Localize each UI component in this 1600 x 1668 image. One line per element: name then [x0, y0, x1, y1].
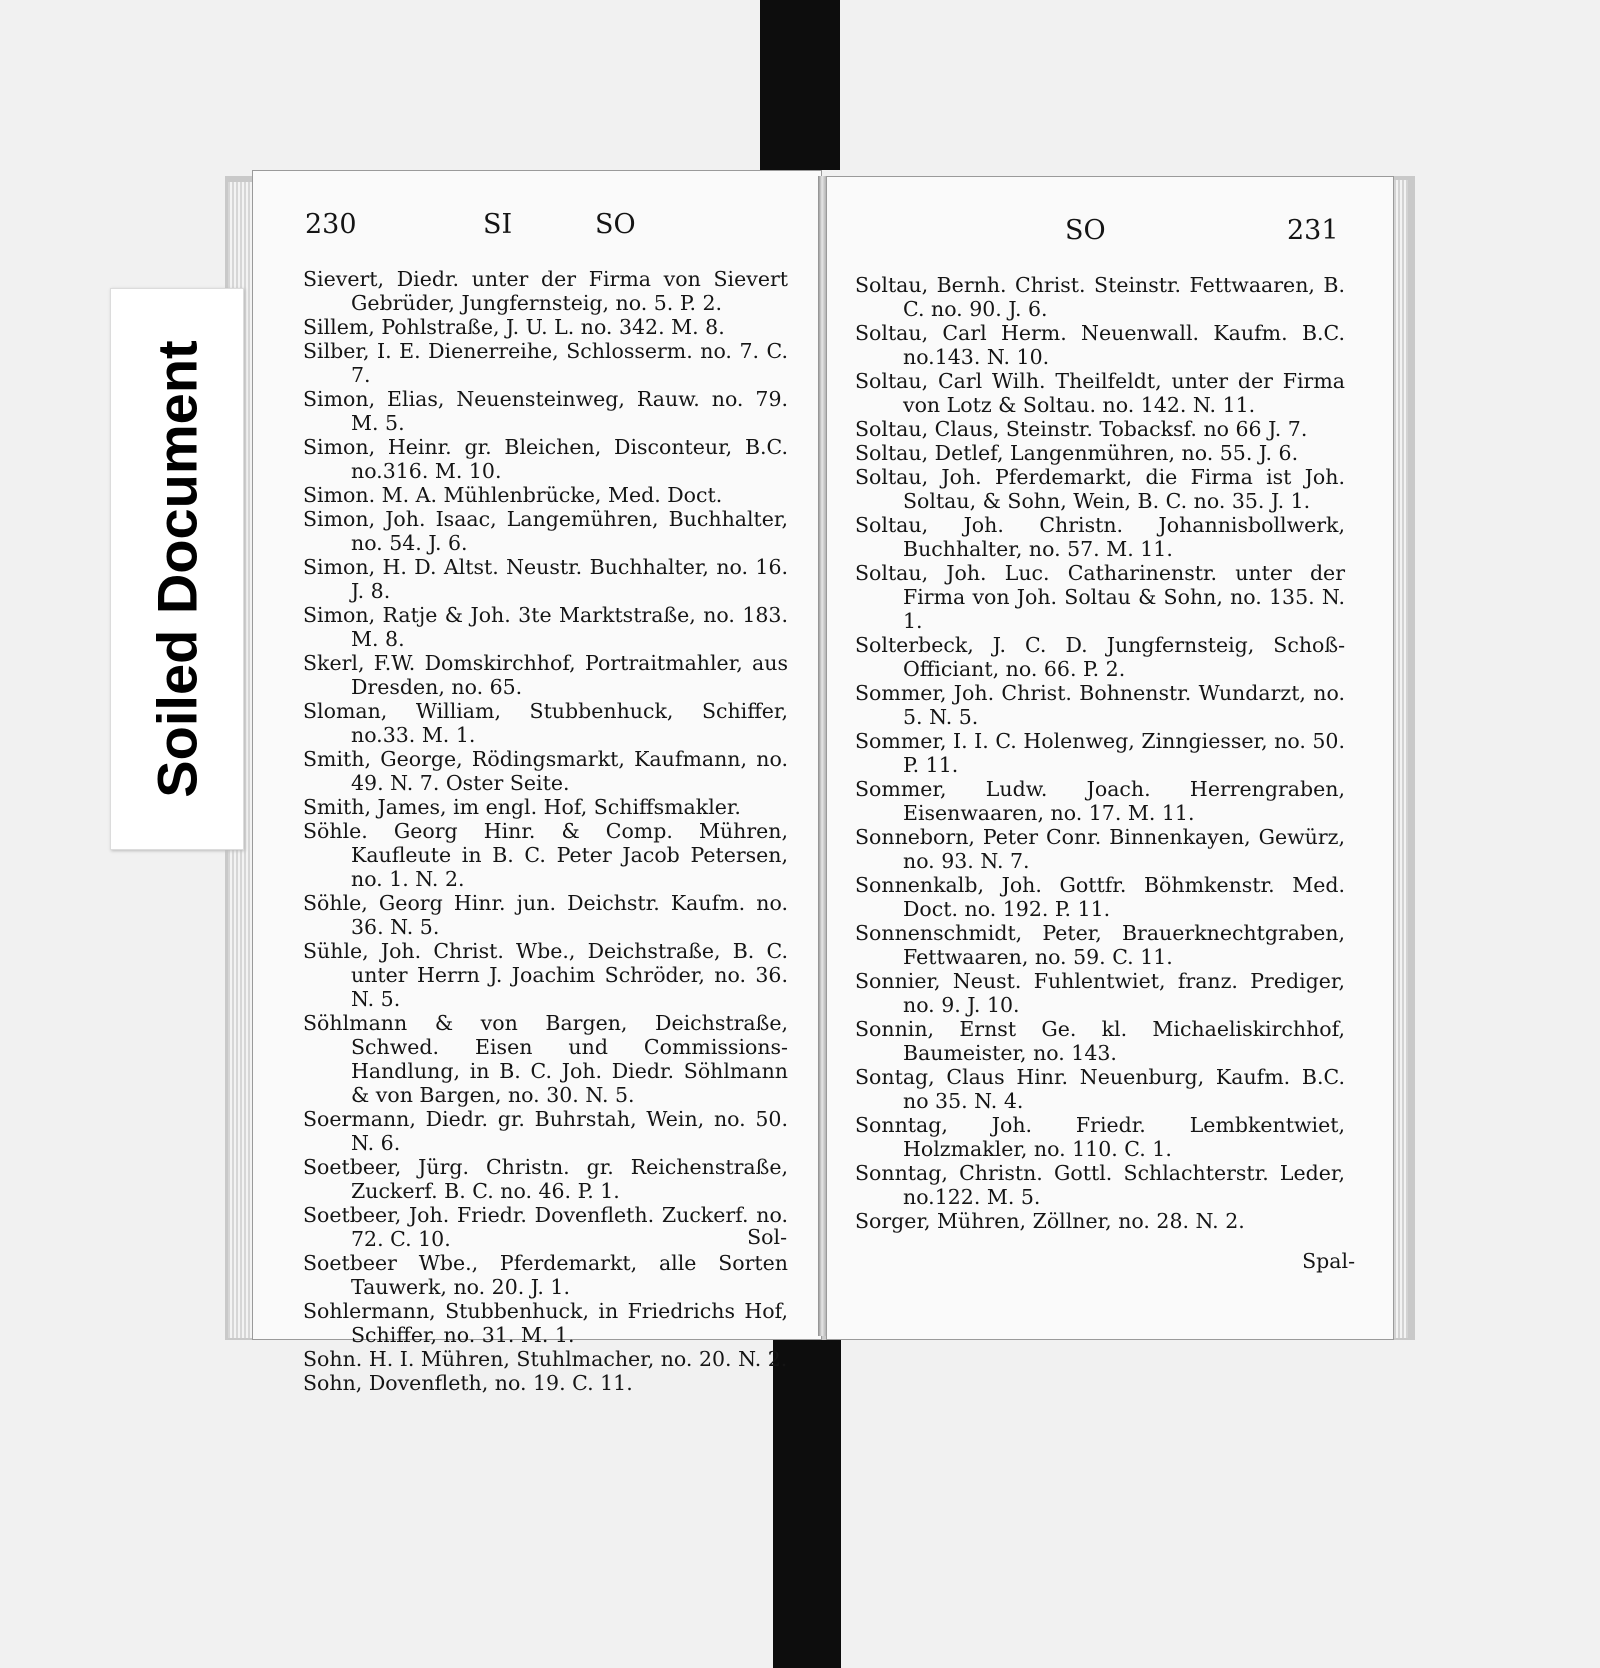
- directory-entry: Sohn, Dovenfleth, no. 19. C. 11.: [303, 1371, 633, 1395]
- directory-entry: Sievert, Diedr. unter der Firma von Sievert Gebrüder, Jungfernsteig, no. 5. P. 2.: [303, 267, 788, 315]
- directory-entry: Soetbeer, Jürg. Christn. gr. Reichenstraße, Zuckerf. B. C. no. 46. P. 1.: [303, 1155, 788, 1203]
- directory-entry: Smith, James, im engl. Hof, Schiffsmakler.: [303, 795, 741, 819]
- directory-entry: Sonntag, Christn. Gottl. Schlachterstr. Leder, no.122. M. 5.: [855, 1161, 1345, 1209]
- directory-entry: Söhle. Georg Hinr. & Comp. Mühren, Kaufleute in B. C. Peter Jacob Petersen, no. 1. N. 2.: [303, 819, 788, 891]
- directory-entry: Sonneborn, Peter Conr. Binnenkayen, Gewürz, no. 93. N. 7.: [855, 825, 1345, 873]
- directory-entry: Simon, Joh. Isaac, Langemühren, Buchhalter, no. 54. J. 6.: [303, 507, 788, 555]
- directory-entry: Söhle, Georg Hinr. jun. Deichstr. Kaufm. no. 36. N. 5.: [303, 891, 788, 939]
- directory-entry: Smith, George, Rödingsmarkt, Kaufmann, no. 49. N. 7. Oster Seite.: [303, 747, 788, 795]
- directory-entry: Solterbeck, J. C. D. Jungfernsteig, Schoß-Officiant, no. 66. P. 2.: [855, 633, 1345, 681]
- directory-entry: Simon, Heinr. gr. Bleichen, Disconteur, B.C. no.316. M. 10.: [303, 435, 788, 483]
- directory-entry: Sommer, I. I. C. Holenweg, Zinngiesser, no. 50. P. 11.: [855, 729, 1345, 777]
- directory-entry: Sloman, William, Stubbenhuck, Schiffer, no.33. M. 1.: [303, 699, 788, 747]
- directory-entry: Sonntag, Joh. Friedr. Lembkentwiet, Holzmakler, no. 110. C. 1.: [855, 1113, 1345, 1161]
- directory-entry: Soetbeer, Joh. Friedr. Dovenfleth. Zuckerf. no. 72. C. 10.: [303, 1203, 788, 1251]
- label-text: Soiled Document: [145, 340, 209, 798]
- directory-entry: Sohn. H. I. Mühren, Stuhlmacher, no. 20. N. 2.: [303, 1347, 788, 1371]
- page-number-left: 230: [305, 209, 357, 240]
- entries-right: [855, 273, 1345, 1233]
- directory-entry: Sillem, Pohlstraße, J. U. L. no. 342. M. 8.: [303, 315, 725, 339]
- directory-entry: Soermann, Diedr. gr. Buhrstah, Wein, no. 50. N. 6.: [303, 1107, 788, 1155]
- directory-entry: Sorger, Mühren, Zöllner, no. 28. N. 2.: [855, 1209, 1245, 1233]
- directory-entry: Soltau, Detlef, Langenmühren, no. 55. J. 6.: [855, 441, 1299, 465]
- directory-entry: Soltau, Joh. Christn. Johannisbollwerk, Buchhalter, no. 57. M. 11.: [855, 513, 1345, 561]
- directory-entry: Sommer, Ludw. Joach. Herrengraben, Eisenwaaren, no. 17. M. 11.: [855, 777, 1345, 825]
- directory-entry: Soetbeer Wbe., Pferdemarkt, alle Sorten Tauwerk, no. 20. J. 1.: [303, 1251, 788, 1299]
- directory-entry: Soltau, Bernh. Christ. Steinstr. Fettwaaren, B. C. no. 90. J. 6.: [855, 273, 1345, 321]
- directory-entry: Sühle, Joh. Christ. Wbe., Deichstraße, B. C. unter Herrn J. Joachim Schröder, no. 36. N. 5.: [303, 939, 788, 1011]
- running-head-so-right: SO: [1065, 215, 1106, 246]
- running-head-si: SI: [483, 209, 513, 240]
- directory-entry: Sonnenkalb, Joh. Gottfr. Böhmkenstr. Med. Doct. no. 192. P. 11.: [855, 873, 1345, 921]
- directory-entry: Soltau, Carl Wilh. Theilfeldt, unter der Firma von Lotz & Soltau. no. 142. N. 11.: [855, 369, 1345, 417]
- directory-entry: Sontag, Claus Hinr. Neuenburg, Kaufm. B.C. no 35. N. 4.: [855, 1065, 1345, 1113]
- directory-entry: Söhlmann & von Bargen, Deichstraße, Schwed. Eisen und Commissions-Handlung, in B. C. Joh. Diedr. Söhlmann & von Bargen, no. 30. N. 5.: [303, 1011, 788, 1107]
- soiled-document-label: [110, 288, 244, 850]
- directory-entry: Sonnin, Ernst Ge. kl. Michaeliskirchhof, Baumeister, no. 143.: [855, 1017, 1345, 1065]
- directory-entry: Sohlermann, Stubbenhuck, in Friedrichs Hof, Schiffer, no. 31. M. 1.: [303, 1299, 788, 1347]
- directory-entry: Simon, Ratje & Joh. 3te Marktstraße, no. 183. M. 8.: [303, 603, 788, 651]
- directory-entry: Soltau, Joh. Luc. Catharinenstr. unter der Firma von Joh. Soltau & Sohn, no. 135. N. 1.: [855, 561, 1345, 633]
- entries-left: [303, 267, 788, 1395]
- directory-entry: Simon. M. A. Mühlenbrücke, Med. Doct.: [303, 483, 723, 507]
- directory-entry: Skerl, F.W. Domskirchhof, Portraitmahler, aus Dresden, no. 65.: [303, 651, 788, 699]
- catchword-left: Sol-: [747, 1225, 787, 1249]
- directory-entry: Soltau, Carl Herm. Neuenwall. Kaufm. B.C. no.143. N. 10.: [855, 321, 1345, 369]
- directory-entry: Sonnenschmidt, Peter, Brauerknechtgraben, Fettwaaren, no. 59. C. 11.: [855, 921, 1345, 969]
- directory-entry: Soltau, Joh. Pferdemarkt, die Firma ist Joh. Soltau, & Sohn, Wein, B. C. no. 35. J. 1.: [855, 465, 1345, 513]
- page-number-right: 231: [1287, 215, 1339, 246]
- right-page: [826, 176, 1394, 1340]
- directory-entry: Simon, H. D. Altst. Neustr. Buchhalter, no. 16. J. 8.: [303, 555, 788, 603]
- left-page: [252, 170, 822, 1395]
- directory-entry: Sonnier, Neust. Fuhlentwiet, franz. Prediger, no. 9. J. 10.: [855, 969, 1345, 1017]
- directory-entry: Soltau, Claus, Steinstr. Tobacksf. no 66 J. 7.: [855, 417, 1308, 441]
- catchword-right: Spal-: [1302, 1249, 1355, 1273]
- directory-entry: Sommer, Joh. Christ. Bohnenstr. Wundarzt, no. 5. N. 5.: [855, 681, 1345, 729]
- running-head-so: SO: [595, 209, 636, 240]
- spine-top: [760, 0, 840, 170]
- directory-entry: Silber, I. E. Dienerreihe, Schlosserm. no. 7. C. 7.: [303, 339, 788, 387]
- directory-entry: Simon, Elias, Neuensteinweg, Rauw. no. 79. M. 5.: [303, 387, 788, 435]
